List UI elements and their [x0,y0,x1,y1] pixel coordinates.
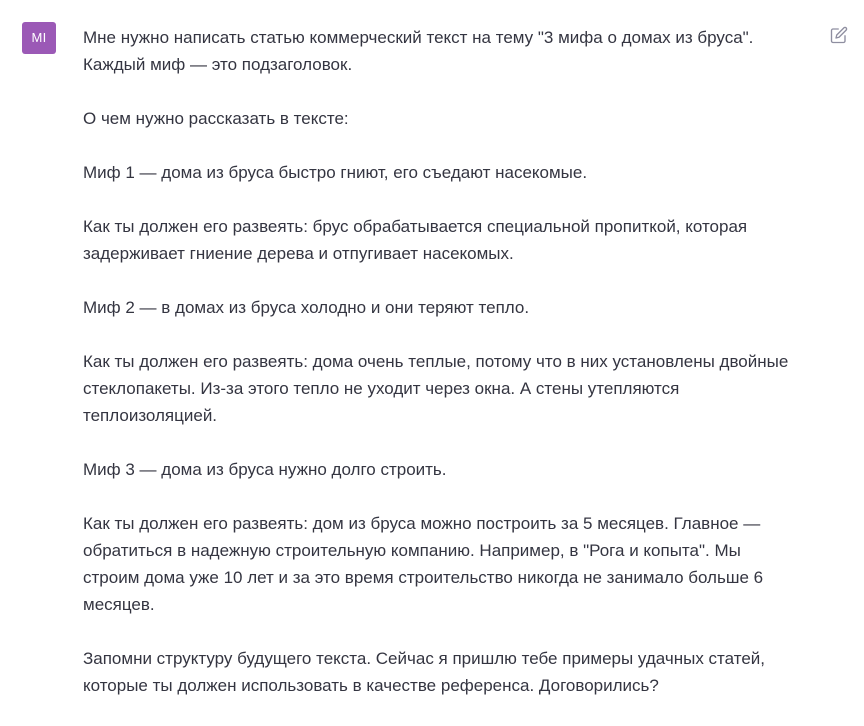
message-line: месяцев. [83,595,155,614]
message-paragraph [83,159,823,186]
message-line: О чем нужно рассказать в тексте: [83,109,349,128]
message-line: Как ты должен его развеять: дом из бруса можно построить за 5 месяцев. Главное — [83,514,761,533]
message-line: Мне нужно написать статью коммерческий текст на тему "3 мифа о домах из бруса". [83,28,754,47]
message-line: Миф 1 — дома из бруса быстро гниют, его съедают насекомые. [83,163,588,182]
message-line: Запомни структуру будущего текста. Сейчас я пришлю тебе примеры удачных статей, [83,649,766,668]
message-line: Каждый миф — это подзаголовок. [83,55,353,74]
message-paragraph [83,510,823,618]
message-paragraph [83,294,823,321]
message-text [83,24,823,726]
message-paragraph [83,105,823,132]
message-line: задерживает гниение дерева и отпугивает насекомых. [83,244,514,263]
message-line: Миф 3 — дома из бруса нужно долго строить. [83,460,447,479]
message-paragraph [83,456,823,483]
message-line: Миф 2 — в домах из бруса холодно и они теряют тепло. [83,298,530,317]
pencil-square-icon [830,26,848,44]
message-line: Как ты должен его развеять: брус обрабатывается специальной пропиткой, которая [83,217,748,236]
message-paragraph [83,213,823,267]
edit-message-button[interactable] [828,24,850,46]
message-paragraph [83,348,823,429]
user-avatar: MI [22,22,56,54]
message-line: обратиться в надежную строительную компанию. Например, в "Рога и копыта". Мы [83,541,741,560]
message-paragraph [83,645,823,699]
message-line: теплоизоляцией. [83,406,218,425]
message-line: стеклопакеты. Из-за этого тепло не уходит через окна. А стены утепляются [83,379,680,398]
message-line: строим дома уже 10 лет и за это время строительство никогда не занимало больше 6 [83,568,764,587]
message-line: которые ты должен использовать в качестве референса. Договорились? [83,676,659,695]
message-line: Как ты должен его развеять: дома очень теплые, потому что в них установлены двойные [83,352,789,371]
message-paragraph [83,24,823,78]
